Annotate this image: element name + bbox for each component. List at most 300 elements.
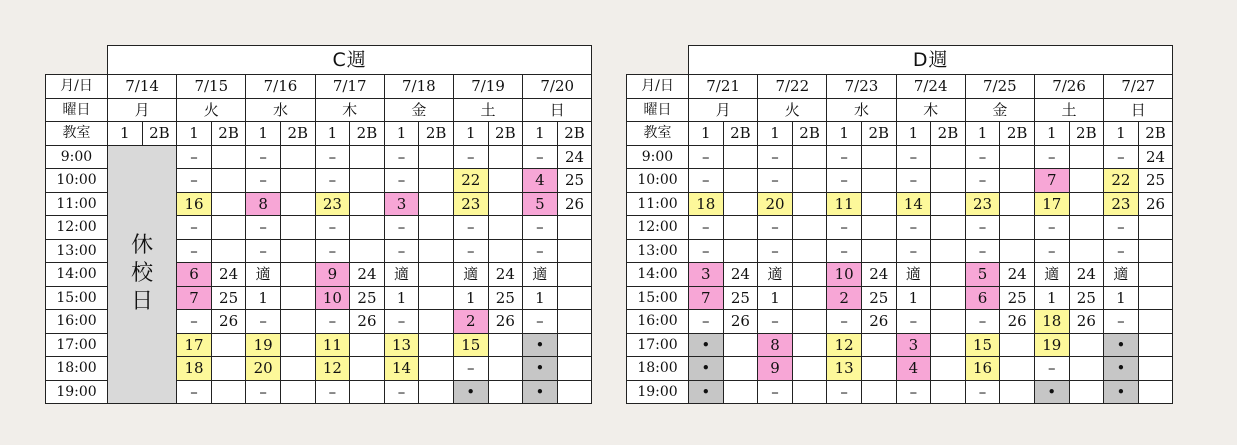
room-2b-slot bbox=[557, 263, 592, 287]
room-1-slot: – bbox=[384, 216, 419, 240]
room-2b-slot: 26 bbox=[211, 310, 246, 334]
room-2b-slot bbox=[557, 357, 592, 381]
room-1-slot: 1 bbox=[1104, 286, 1139, 310]
room-2b-slot bbox=[931, 192, 966, 216]
room-1-slot: 7 bbox=[177, 286, 212, 310]
room-1-slot: – bbox=[896, 145, 931, 169]
room-2b-slot bbox=[557, 333, 592, 357]
room-1-slot: 12 bbox=[827, 333, 862, 357]
room-1-slot: – bbox=[384, 310, 419, 334]
date-cell: 7/14 bbox=[108, 75, 177, 99]
room-2b-slot bbox=[350, 380, 385, 404]
time-label: 15:00 bbox=[627, 286, 689, 310]
time-row bbox=[627, 380, 1173, 404]
room-1-slot: – bbox=[965, 145, 1000, 169]
room-1-slot: 15 bbox=[453, 333, 488, 357]
date-cell: 7/18 bbox=[384, 75, 453, 99]
room-2b-slot bbox=[488, 380, 523, 404]
date-cell: 7/17 bbox=[315, 75, 384, 99]
room-1-slot: – bbox=[523, 310, 558, 334]
room-1-slot: – bbox=[689, 169, 724, 193]
room-2b-slot bbox=[1000, 357, 1035, 381]
room-1-slot: 16 bbox=[965, 357, 1000, 381]
room-1-slot: 16 bbox=[177, 192, 212, 216]
room-1-slot: 13 bbox=[384, 333, 419, 357]
room-1-slot: • bbox=[1104, 333, 1139, 357]
room-1-slot: – bbox=[384, 145, 419, 169]
room-1-slot: 17 bbox=[1034, 192, 1069, 216]
time-row bbox=[627, 169, 1173, 193]
room-1-cell: 1 bbox=[689, 122, 724, 146]
room-2b-slot: 24 bbox=[211, 263, 246, 287]
room-2b-slot bbox=[280, 286, 315, 310]
room-2b-slot bbox=[557, 310, 592, 334]
room-2b-slot bbox=[211, 239, 246, 263]
room-1-slot: 18 bbox=[1034, 310, 1069, 334]
room-1-slot: – bbox=[758, 216, 793, 240]
room-2b-slot bbox=[792, 286, 827, 310]
time-row bbox=[627, 239, 1173, 263]
time-label: 10:00 bbox=[627, 169, 689, 193]
weekday-cell: 火 bbox=[758, 98, 827, 122]
room-2b-cell: 2B bbox=[861, 122, 896, 146]
room-1-slot: – bbox=[1034, 145, 1069, 169]
room-2b-cell: 2B bbox=[142, 122, 177, 146]
room-1-slot: – bbox=[965, 239, 1000, 263]
room-2b-slot bbox=[1000, 169, 1035, 193]
room-2b-slot bbox=[1069, 380, 1104, 404]
room-2b-cell: 2B bbox=[1069, 122, 1104, 146]
room-2b-slot bbox=[861, 239, 896, 263]
room-1-slot: 14 bbox=[384, 357, 419, 381]
room-2b-slot bbox=[861, 216, 896, 240]
room-1-slot: – bbox=[177, 380, 212, 404]
room-1-slot: 6 bbox=[177, 263, 212, 287]
room-2b-slot: 24 bbox=[723, 263, 758, 287]
room-1-slot: – bbox=[758, 239, 793, 263]
room-2b-slot bbox=[792, 380, 827, 404]
room-1-slot: 5 bbox=[965, 263, 1000, 287]
title-row bbox=[627, 46, 1173, 75]
room-2b-cell: 2B bbox=[211, 122, 246, 146]
room-2b-slot bbox=[350, 357, 385, 381]
room-2b-slot bbox=[861, 169, 896, 193]
room-1-slot: 23 bbox=[1104, 192, 1139, 216]
room-1-slot: – bbox=[758, 169, 793, 193]
room-2b-slot bbox=[280, 357, 315, 381]
room-2b-slot bbox=[792, 357, 827, 381]
room-2b-slot bbox=[280, 216, 315, 240]
room-1-slot: – bbox=[177, 145, 212, 169]
room-2b-slot bbox=[350, 239, 385, 263]
room-1-slot: 適 bbox=[758, 263, 793, 287]
week-d-table bbox=[626, 45, 1173, 404]
room-1-cell: 1 bbox=[896, 122, 931, 146]
room-2b-slot bbox=[350, 216, 385, 240]
room-2b-slot: 24 bbox=[1000, 263, 1035, 287]
time-row bbox=[46, 145, 592, 169]
room-1-slot: – bbox=[965, 310, 1000, 334]
weekday-cell: 月 bbox=[689, 98, 758, 122]
room-1-slot: 23 bbox=[453, 192, 488, 216]
room-2b-slot bbox=[1138, 310, 1173, 334]
room-1-slot: – bbox=[315, 239, 350, 263]
room-2b-slot bbox=[1138, 333, 1173, 357]
room-1-cell: 1 bbox=[177, 122, 212, 146]
room-1-slot: – bbox=[246, 310, 281, 334]
weekday-cell: 火 bbox=[177, 98, 246, 122]
room-2b-slot bbox=[1069, 216, 1104, 240]
room-1-slot: – bbox=[965, 380, 1000, 404]
room-2b-slot bbox=[280, 145, 315, 169]
room-1-slot: – bbox=[1104, 145, 1139, 169]
weekday-cell: 金 bbox=[965, 98, 1034, 122]
room-1-slot: – bbox=[453, 145, 488, 169]
room-1-slot: 14 bbox=[896, 192, 931, 216]
room-1-slot: 20 bbox=[246, 357, 281, 381]
room-1-slot: – bbox=[1104, 216, 1139, 240]
room-1-slot: 10 bbox=[827, 263, 862, 287]
room-2b-slot bbox=[723, 380, 758, 404]
room-2b-cell: 2B bbox=[1000, 122, 1035, 146]
room-1-slot: – bbox=[315, 145, 350, 169]
room-1-slot: 1 bbox=[384, 286, 419, 310]
room-2b-slot: 26 bbox=[1069, 310, 1104, 334]
room-2b-slot bbox=[792, 216, 827, 240]
time-label: 16:00 bbox=[46, 310, 108, 334]
room-1-slot: – bbox=[315, 216, 350, 240]
room-1-cell: 1 bbox=[315, 122, 350, 146]
date-cell: 7/20 bbox=[523, 75, 592, 99]
room-1-slot: 7 bbox=[689, 286, 724, 310]
room-1-slot: • bbox=[689, 357, 724, 381]
room-2b-slot bbox=[488, 216, 523, 240]
room-2b-slot bbox=[1069, 145, 1104, 169]
room-2b-slot bbox=[211, 145, 246, 169]
room-header: 教室 bbox=[46, 122, 108, 146]
room-2b-slot bbox=[211, 169, 246, 193]
room-1-slot: • bbox=[1104, 380, 1139, 404]
room-2b-slot bbox=[931, 216, 966, 240]
weekday-cell: 日 bbox=[523, 98, 592, 122]
room-1-slot: – bbox=[758, 310, 793, 334]
room-2b-slot bbox=[1138, 380, 1173, 404]
room-1-slot: 適 bbox=[1104, 263, 1139, 287]
room-1-slot: 4 bbox=[896, 357, 931, 381]
room-2b-slot bbox=[1000, 333, 1035, 357]
date-cell: 7/26 bbox=[1034, 75, 1103, 99]
room-2b-slot: 24 bbox=[488, 263, 523, 287]
room-2b-slot bbox=[419, 357, 454, 381]
room-1-slot: • bbox=[523, 380, 558, 404]
room-2b-slot bbox=[861, 357, 896, 381]
room-1-slot: – bbox=[896, 216, 931, 240]
date-cell: 7/15 bbox=[177, 75, 246, 99]
room-row bbox=[46, 122, 592, 146]
room-1-slot: – bbox=[1104, 310, 1139, 334]
weekday-cell: 土 bbox=[453, 98, 522, 122]
room-2b-slot bbox=[1069, 192, 1104, 216]
room-1-slot: 6 bbox=[965, 286, 1000, 310]
room-2b-slot bbox=[723, 169, 758, 193]
room-2b-slot bbox=[280, 310, 315, 334]
time-label: 14:00 bbox=[627, 263, 689, 287]
room-2b-slot bbox=[557, 239, 592, 263]
room-2b-slot bbox=[557, 216, 592, 240]
room-2b-slot bbox=[419, 333, 454, 357]
room-2b-cell: 2B bbox=[419, 122, 454, 146]
room-1-slot: – bbox=[177, 169, 212, 193]
time-row bbox=[627, 263, 1173, 287]
time-label: 17:00 bbox=[627, 333, 689, 357]
room-2b-slot bbox=[1000, 239, 1035, 263]
weekday-cell: 金 bbox=[384, 98, 453, 122]
room-1-slot: – bbox=[758, 145, 793, 169]
room-2b-slot bbox=[861, 145, 896, 169]
title-row bbox=[46, 46, 592, 75]
time-label: 11:00 bbox=[627, 192, 689, 216]
room-1-slot: 適 bbox=[453, 263, 488, 287]
room-1-slot: 9 bbox=[758, 357, 793, 381]
room-2b-slot bbox=[211, 380, 246, 404]
room-1-slot: 1 bbox=[453, 286, 488, 310]
room-2b-slot bbox=[488, 192, 523, 216]
room-1-slot: • bbox=[689, 380, 724, 404]
room-1-slot: 1 bbox=[1034, 286, 1069, 310]
time-label: 18:00 bbox=[627, 357, 689, 381]
room-2b-slot bbox=[792, 239, 827, 263]
room-2b-slot: 25 bbox=[1069, 286, 1104, 310]
room-1-slot: 5 bbox=[523, 192, 558, 216]
time-label: 13:00 bbox=[46, 239, 108, 263]
room-1-slot: 3 bbox=[896, 333, 931, 357]
room-1-slot: – bbox=[1034, 357, 1069, 381]
room-1-slot: – bbox=[246, 216, 281, 240]
room-2b-slot bbox=[280, 169, 315, 193]
room-header: 教室 bbox=[627, 122, 689, 146]
room-2b-slot: 25 bbox=[350, 286, 385, 310]
room-2b-cell: 2B bbox=[280, 122, 315, 146]
date-cell: 7/22 bbox=[758, 75, 827, 99]
room-2b-slot bbox=[488, 333, 523, 357]
room-2b-slot bbox=[861, 333, 896, 357]
time-row bbox=[627, 145, 1173, 169]
room-2b-slot bbox=[488, 357, 523, 381]
room-1-slot: – bbox=[384, 239, 419, 263]
room-1-slot: • bbox=[523, 357, 558, 381]
room-1-slot: 10 bbox=[315, 286, 350, 310]
room-1-slot: – bbox=[758, 380, 793, 404]
date-header: 月/日 bbox=[46, 75, 108, 99]
room-1-slot: – bbox=[827, 310, 862, 334]
room-2b-slot: 24 bbox=[350, 263, 385, 287]
room-2b-slot: 26 bbox=[1138, 192, 1173, 216]
room-2b-slot: 26 bbox=[723, 310, 758, 334]
room-1-slot: 13 bbox=[827, 357, 862, 381]
room-1-slot: – bbox=[896, 380, 931, 404]
room-2b-slot bbox=[861, 380, 896, 404]
time-label: 11:00 bbox=[46, 192, 108, 216]
room-1-slot: 適 bbox=[896, 263, 931, 287]
room-1-cell: 1 bbox=[246, 122, 281, 146]
room-2b-slot bbox=[419, 310, 454, 334]
time-label: 13:00 bbox=[627, 239, 689, 263]
room-1-slot: 1 bbox=[246, 286, 281, 310]
room-2b-cell: 2B bbox=[723, 122, 758, 146]
time-label: 15:00 bbox=[46, 286, 108, 310]
week-d-schedule bbox=[626, 45, 1173, 404]
week-c-schedule bbox=[45, 45, 592, 404]
room-1-cell: 1 bbox=[108, 122, 143, 146]
room-1-slot: – bbox=[827, 239, 862, 263]
time-label: 9:00 bbox=[627, 145, 689, 169]
time-label: 18:00 bbox=[46, 357, 108, 381]
room-2b-slot bbox=[1069, 169, 1104, 193]
room-1-slot: • bbox=[453, 380, 488, 404]
room-1-slot: 1 bbox=[758, 286, 793, 310]
room-2b-slot bbox=[931, 145, 966, 169]
room-2b-slot bbox=[211, 192, 246, 216]
room-2b-slot bbox=[931, 169, 966, 193]
room-2b-cell: 2B bbox=[350, 122, 385, 146]
room-2b-cell: 2B bbox=[488, 122, 523, 146]
date-row bbox=[46, 75, 592, 99]
weekday-cell: 水 bbox=[827, 98, 896, 122]
room-1-slot: – bbox=[1034, 239, 1069, 263]
room-1-slot: 20 bbox=[758, 192, 793, 216]
room-2b-slot bbox=[1000, 192, 1035, 216]
room-2b-slot bbox=[488, 239, 523, 263]
room-2b-slot bbox=[419, 380, 454, 404]
room-1-slot: – bbox=[177, 216, 212, 240]
room-2b-slot bbox=[488, 145, 523, 169]
room-1-slot: 19 bbox=[246, 333, 281, 357]
room-2b-slot bbox=[211, 357, 246, 381]
room-1-slot: • bbox=[689, 333, 724, 357]
room-2b-slot bbox=[488, 169, 523, 193]
room-2b-slot bbox=[350, 333, 385, 357]
room-1-slot: 19 bbox=[1034, 333, 1069, 357]
room-2b-slot bbox=[211, 216, 246, 240]
room-1-slot: – bbox=[246, 169, 281, 193]
room-1-slot: – bbox=[315, 169, 350, 193]
room-1-slot: 15 bbox=[965, 333, 1000, 357]
room-1-slot: 18 bbox=[177, 357, 212, 381]
room-1-slot: – bbox=[523, 145, 558, 169]
room-1-slot: 3 bbox=[689, 263, 724, 287]
room-2b-cell: 2B bbox=[931, 122, 966, 146]
closed-day-cell: 休 校 日 bbox=[108, 145, 177, 404]
date-cell: 7/24 bbox=[896, 75, 965, 99]
room-1-cell: 1 bbox=[523, 122, 558, 146]
weekday-cell: 土 bbox=[1034, 98, 1103, 122]
weekday-header: 曜日 bbox=[627, 98, 689, 122]
room-row bbox=[627, 122, 1173, 146]
room-1-slot: – bbox=[453, 216, 488, 240]
room-2b-slot bbox=[557, 286, 592, 310]
room-2b-slot bbox=[723, 239, 758, 263]
time-label: 12:00 bbox=[627, 216, 689, 240]
room-2b-slot bbox=[557, 380, 592, 404]
room-1-slot: – bbox=[315, 310, 350, 334]
room-1-slot: 1 bbox=[896, 286, 931, 310]
room-2b-slot bbox=[419, 192, 454, 216]
room-2b-slot bbox=[211, 333, 246, 357]
room-2b-slot bbox=[931, 239, 966, 263]
time-row bbox=[627, 192, 1173, 216]
room-1-slot: – bbox=[896, 169, 931, 193]
room-2b-slot bbox=[792, 169, 827, 193]
room-2b-slot bbox=[419, 239, 454, 263]
room-1-slot: – bbox=[827, 216, 862, 240]
room-1-slot: – bbox=[453, 239, 488, 263]
room-1-slot: – bbox=[965, 169, 1000, 193]
room-1-slot: – bbox=[177, 310, 212, 334]
weekday-header: 曜日 bbox=[46, 98, 108, 122]
time-row bbox=[627, 286, 1173, 310]
date-header: 月/日 bbox=[627, 75, 689, 99]
room-2b-cell: 2B bbox=[557, 122, 592, 146]
room-1-slot: • bbox=[523, 333, 558, 357]
room-1-slot: 3 bbox=[384, 192, 419, 216]
room-1-slot: – bbox=[453, 357, 488, 381]
date-row bbox=[627, 75, 1173, 99]
corner-blank bbox=[46, 46, 108, 75]
room-1-slot: 適 bbox=[246, 263, 281, 287]
room-1-slot: – bbox=[689, 310, 724, 334]
room-2b-slot bbox=[1000, 216, 1035, 240]
room-1-slot: 23 bbox=[315, 192, 350, 216]
room-1-slot: 8 bbox=[758, 333, 793, 357]
room-1-cell: 1 bbox=[827, 122, 862, 146]
room-1-slot: 4 bbox=[523, 169, 558, 193]
room-2b-slot bbox=[1069, 357, 1104, 381]
date-cell: 7/25 bbox=[965, 75, 1034, 99]
room-1-slot: 12 bbox=[315, 357, 350, 381]
room-1-slot: – bbox=[384, 169, 419, 193]
room-1-slot: – bbox=[246, 380, 281, 404]
room-2b-slot bbox=[350, 192, 385, 216]
weekday-cell: 木 bbox=[315, 98, 384, 122]
time-label: 10:00 bbox=[46, 169, 108, 193]
room-2b-slot bbox=[931, 380, 966, 404]
time-label: 17:00 bbox=[46, 333, 108, 357]
room-1-cell: 1 bbox=[1104, 122, 1139, 146]
room-1-slot: 18 bbox=[689, 192, 724, 216]
room-1-slot: 8 bbox=[246, 192, 281, 216]
room-2b-slot: 25 bbox=[861, 286, 896, 310]
room-2b-slot: 24 bbox=[557, 145, 592, 169]
room-2b-slot: 25 bbox=[557, 169, 592, 193]
room-2b-slot bbox=[419, 216, 454, 240]
room-1-cell: 1 bbox=[384, 122, 419, 146]
room-1-cell: 1 bbox=[453, 122, 488, 146]
room-2b-slot bbox=[280, 333, 315, 357]
room-1-slot: – bbox=[384, 380, 419, 404]
room-2b-slot bbox=[419, 145, 454, 169]
room-2b-slot bbox=[792, 145, 827, 169]
date-cell: 7/23 bbox=[827, 75, 896, 99]
room-1-slot: – bbox=[246, 239, 281, 263]
room-2b-slot bbox=[1000, 380, 1035, 404]
room-2b-slot bbox=[931, 263, 966, 287]
room-2b-cell: 2B bbox=[792, 122, 827, 146]
room-2b-slot bbox=[792, 192, 827, 216]
room-1-slot: – bbox=[827, 380, 862, 404]
room-1-slot: – bbox=[827, 169, 862, 193]
room-2b-slot bbox=[792, 333, 827, 357]
room-1-slot: – bbox=[896, 310, 931, 334]
